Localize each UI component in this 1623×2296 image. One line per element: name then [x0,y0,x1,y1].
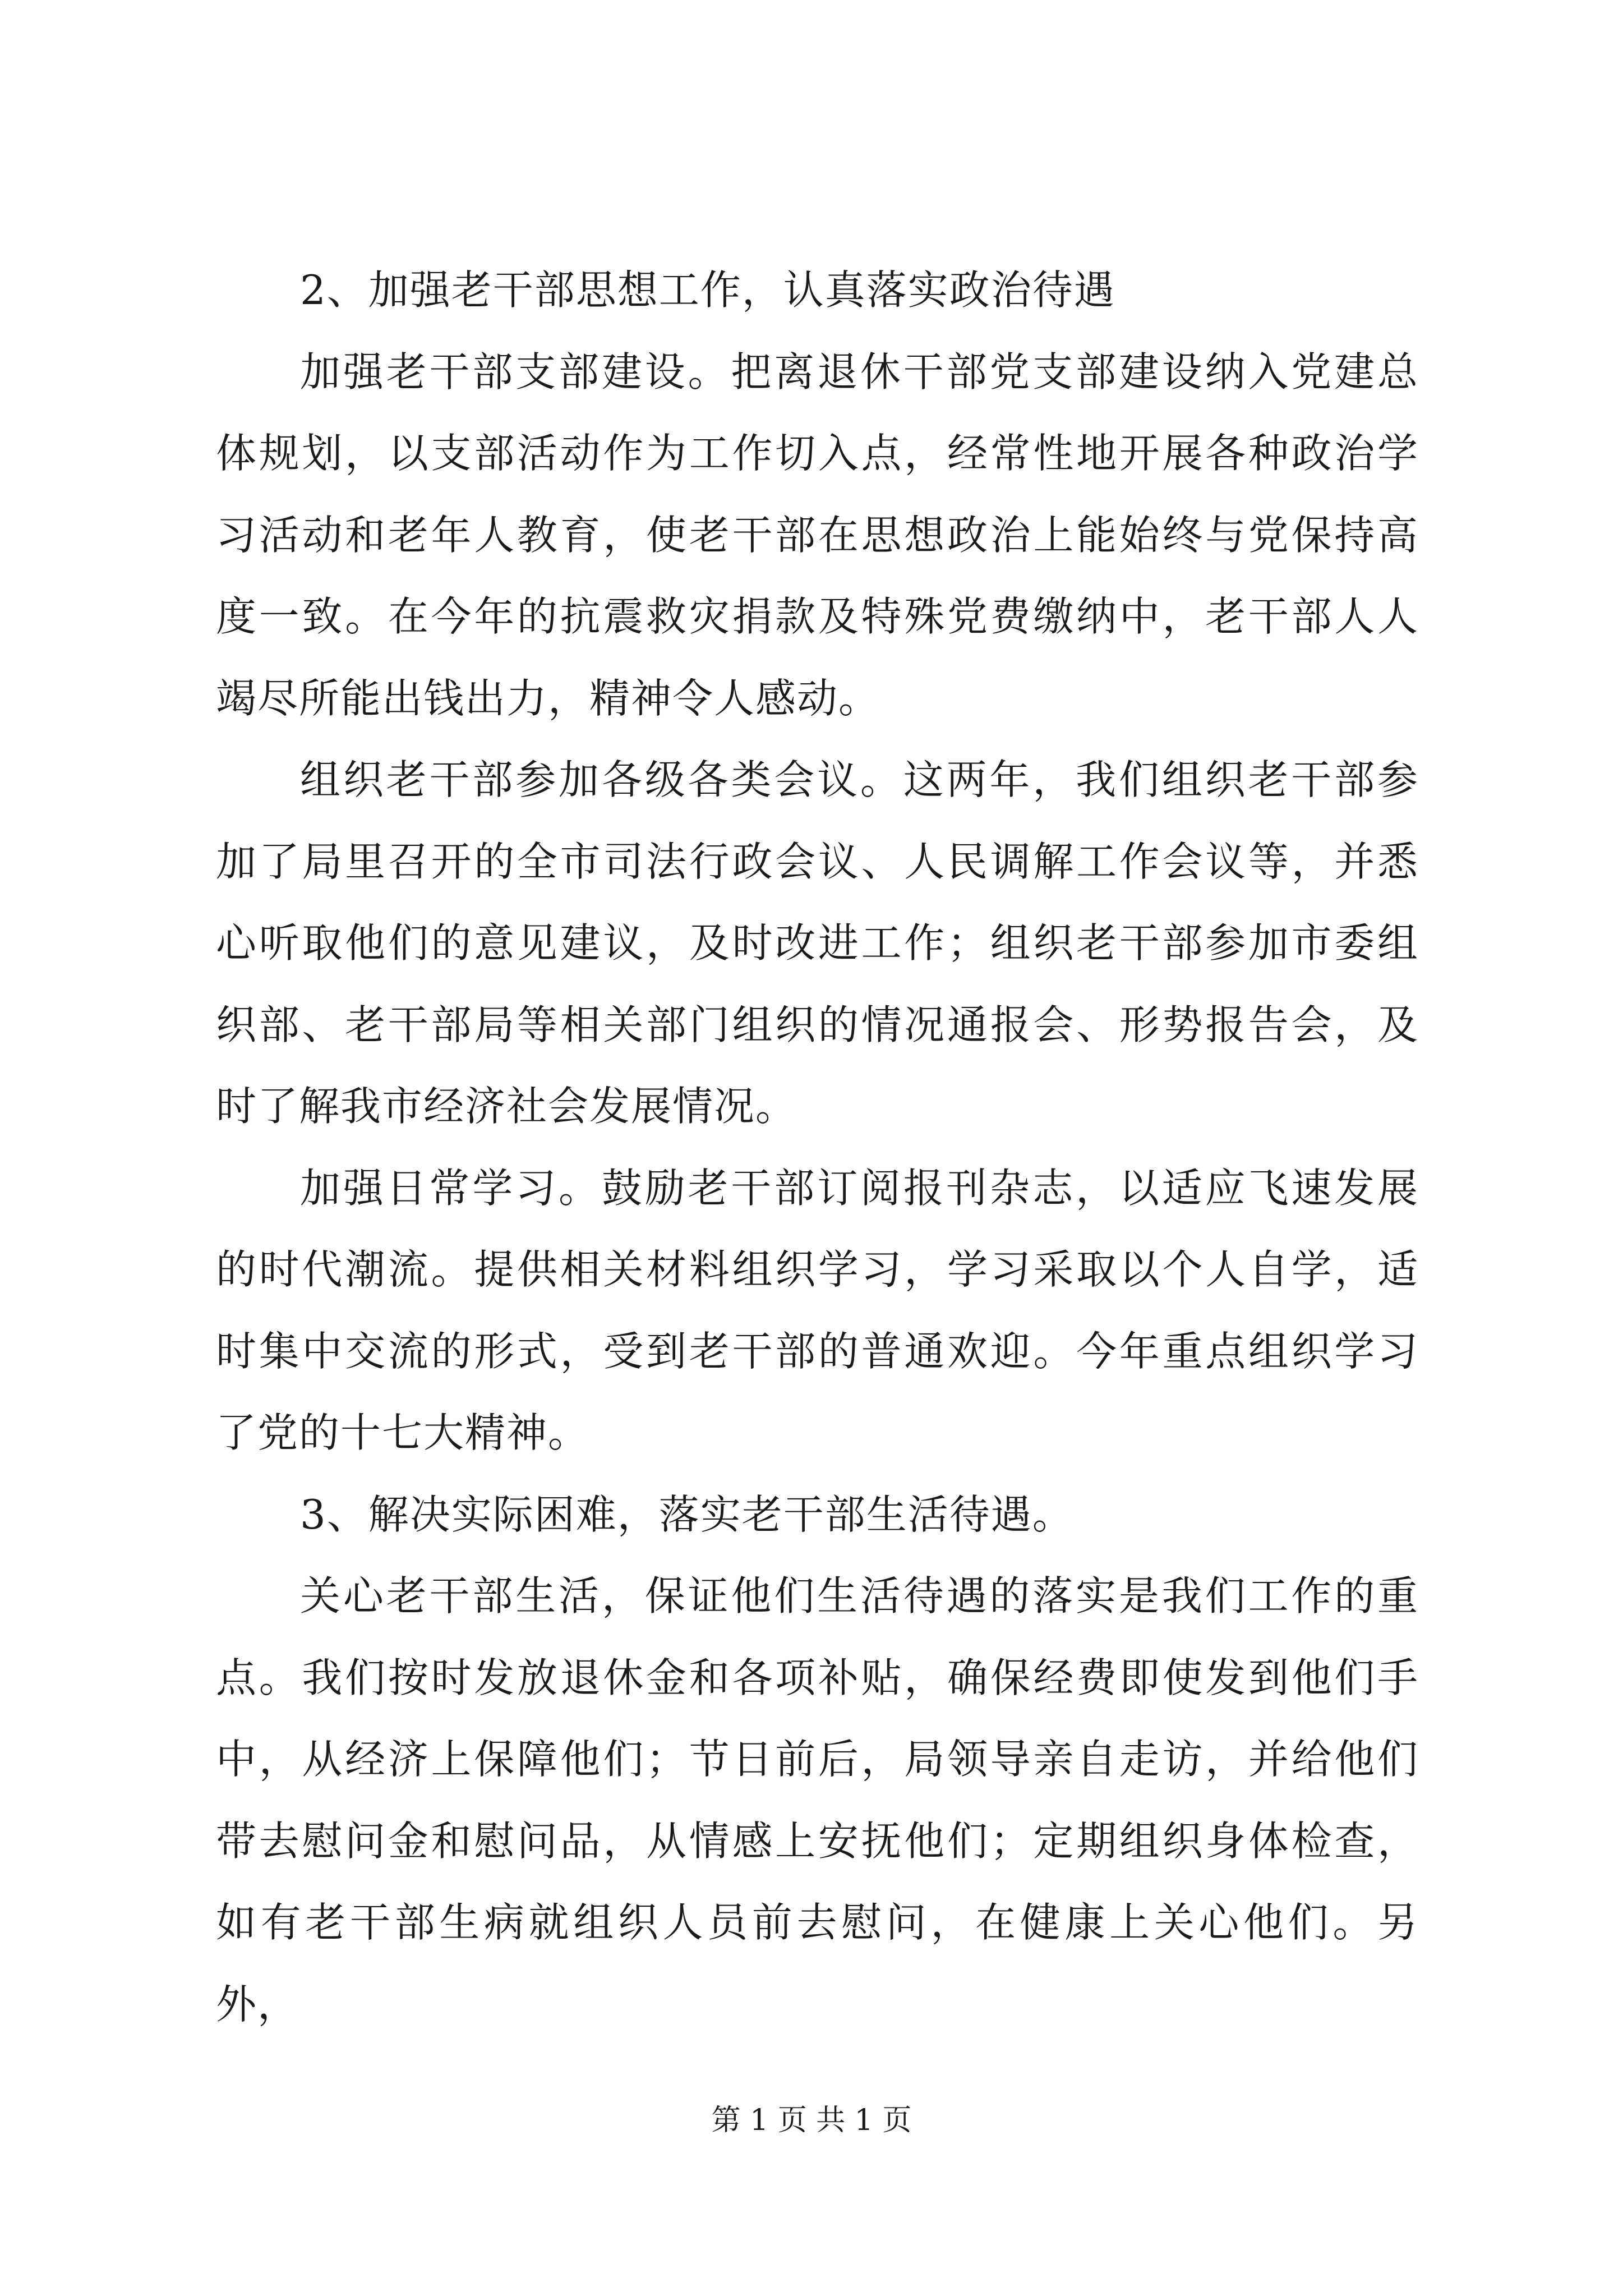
page-footer: 第 1 页 共 1 页 [711,2104,912,2137]
section-heading: 3、解决实际困难，落实老干部生活待遇。 [300,1490,1074,1538]
body-paragraph: 组织老干部参加各级各类会议。这两年，我们组织老干部参加了局里召开的全市司法行政会议、人民调解工作会议等，并悉心听取他们的意见建议，及时改进工作；组织老干部参加市委组织部、老干部局等相关部门组织的情况通报会、形势报告会，及时了解我市经济社会发展情况。 [216,756,1419,1130]
section-heading: 2、加强老干部思想工作，认真落实政治待遇 [300,266,1115,314]
body-paragraph: 关心老干部生活，保证他们生活待遇的落实是我们工作的重点。我们按时发放退休金和各项补贴，确保经费即使发到他们手中，从经济上保障他们；节日前后，局领导亲自走访，并给他们带去慰问金和慰问品，从情感上安抚他们；定期组织身体检查，如有老干部生病就组织人员前去慰问，在健康上关心他们。另外， [216,1572,1419,2028]
body-paragraph: 加强老干部支部建设。把离退休干部党支部建设纳入党建总体规划，以支部活动作为工作切入点，经常性地开展各种政治学习活动和老年人教育，使老干部在思想政治上能始终与党保持高度一致。在今年的抗震救灾捐款及特殊党费缴纳中，老干部人人竭尽所能出钱出力，精神令人感动。 [216,348,1419,722]
body-paragraph: 加强日常学习。鼓励老干部订阅报刊杂志，以适应飞速发展的时代潮流。提供相关材料组织学习，学习采取以个人自学，适时集中交流的形式，受到老干部的普通欢迎。今年重点组织学习了党的十七大精神。 [216,1164,1419,1456]
document-body [216,250,1419,2045]
